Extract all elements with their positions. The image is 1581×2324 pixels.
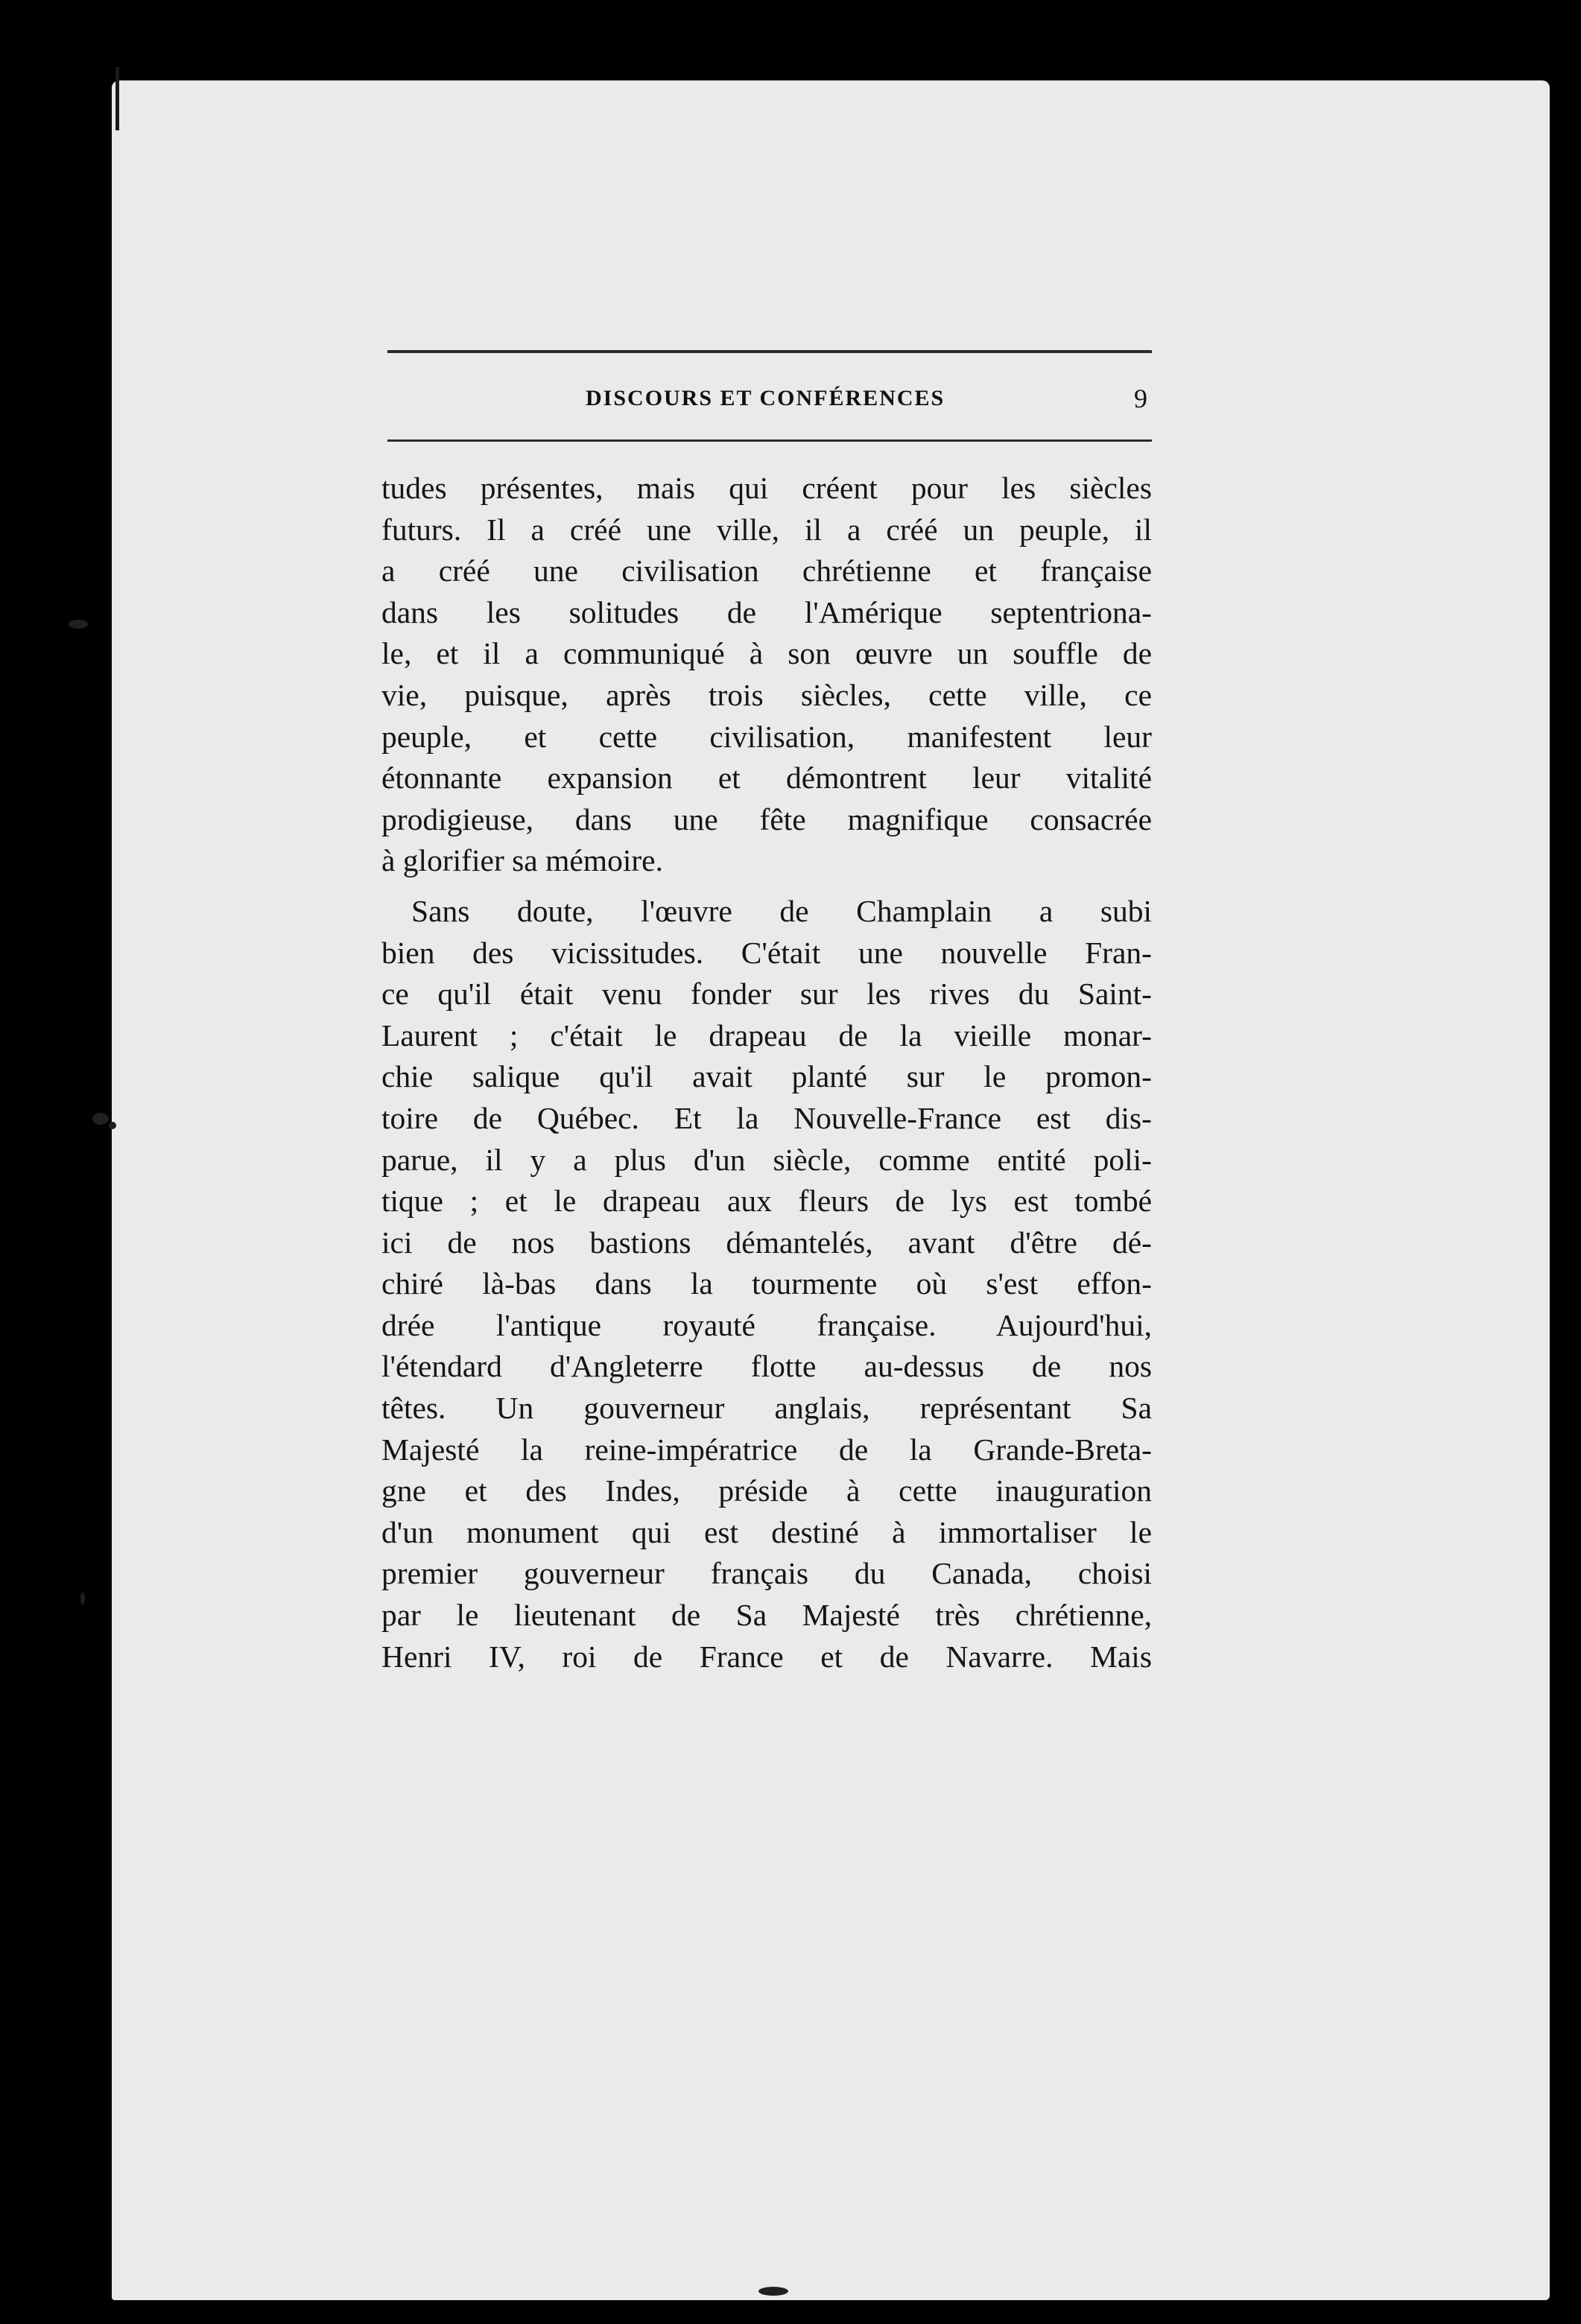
paragraph-2	[381, 891, 1152, 1677]
running-title: DISCOURS ET CONFÉRENCES	[586, 386, 945, 410]
text-line: vie, puisque, après trois siècles, cette ville, ce	[381, 677, 1152, 712]
text-line: peuple, et cette civilisation, manifestent leur	[381, 719, 1152, 754]
text-line: têtes. Un gouverneur anglais, représentant Sa	[381, 1391, 1152, 1426]
text-line: chiré là-bas dans la tourmente où s'est effon-	[381, 1266, 1152, 1301]
text-line: chie salique qu'il avait planté sur le promon-	[381, 1059, 1152, 1094]
text-line: Majesté la reine-impératrice de la Grande-Breta-	[381, 1432, 1152, 1467]
text-line: tudes présentes, mais qui créent pour les siècles	[381, 471, 1152, 505]
text-line: premier gouverneur français du Canada, choisi	[381, 1556, 1152, 1591]
text-line: toire de Québec. Et la Nouvelle-France est dis-	[381, 1100, 1152, 1135]
text-line: gne et des Indes, préside à cette inauguration	[381, 1473, 1152, 1508]
text-line: futurs. Il a créé une ville, il a créé un peuple, il	[381, 512, 1152, 547]
body-text	[381, 468, 1152, 1677]
text-line: tique ; et le drapeau aux fleurs de lys est tombé	[381, 1184, 1152, 1219]
header-rule-top	[387, 350, 1152, 353]
speck	[109, 1122, 116, 1129]
text-line: dans les solitudes de l'Amérique septentriona-	[381, 594, 1152, 629]
text-line: drée l'antique royauté française. Aujourd'hui,	[381, 1307, 1152, 1342]
text-line: bien des vicissitudes. C'était une nouvelle Fran-	[381, 935, 1152, 970]
text-line: ici de nos bastions démantelés, avant d'être dé-	[381, 1225, 1152, 1260]
speck	[69, 620, 88, 629]
text-line: par le lieutenant de Sa Majesté très chrétienne,	[381, 1598, 1152, 1633]
text-line: prodigieuse, dans une fête magnifique consacrée	[381, 801, 1152, 836]
paragraph-gap	[381, 882, 1152, 891]
text-line: Sans doute, l'œuvre de Champlain a subi	[411, 893, 1152, 928]
header-rule-bottom	[387, 439, 1152, 442]
text-line: étonnante expansion et démontrent leur vitalité	[381, 761, 1152, 796]
speck	[80, 1593, 85, 1604]
running-header	[387, 381, 1152, 419]
text-line: Laurent ; c'était le drapeau de la vieille monar-	[381, 1017, 1152, 1053]
page-number: 9	[1134, 384, 1147, 413]
text-line: à glorifier sa mémoire.	[381, 843, 663, 878]
text-line: le, et il a communiqué à son œuvre un souffle de	[381, 636, 1152, 671]
paragraph-1	[381, 468, 1152, 882]
text-line: Henri IV, roi de France et de Navarre. Mais	[381, 1639, 1152, 1674]
text-line: l'étendard d'Angleterre flotte au-dessus de nos	[381, 1349, 1152, 1384]
text-line: parue, il y a plus d'un siècle, comme entité poli-	[381, 1142, 1152, 1177]
scan-dark-border	[112, 52, 1527, 82]
text-line: ce qu'il était venu fonder sur les rives du Saint-	[381, 977, 1152, 1012]
text-line: a créé une civilisation chrétienne et française	[381, 553, 1152, 588]
text-line: d'un monument qui est destiné à immortaliser le	[381, 1514, 1152, 1549]
speck	[758, 2287, 788, 2296]
scan-margin-mark	[115, 67, 119, 130]
speck	[92, 1113, 109, 1125]
